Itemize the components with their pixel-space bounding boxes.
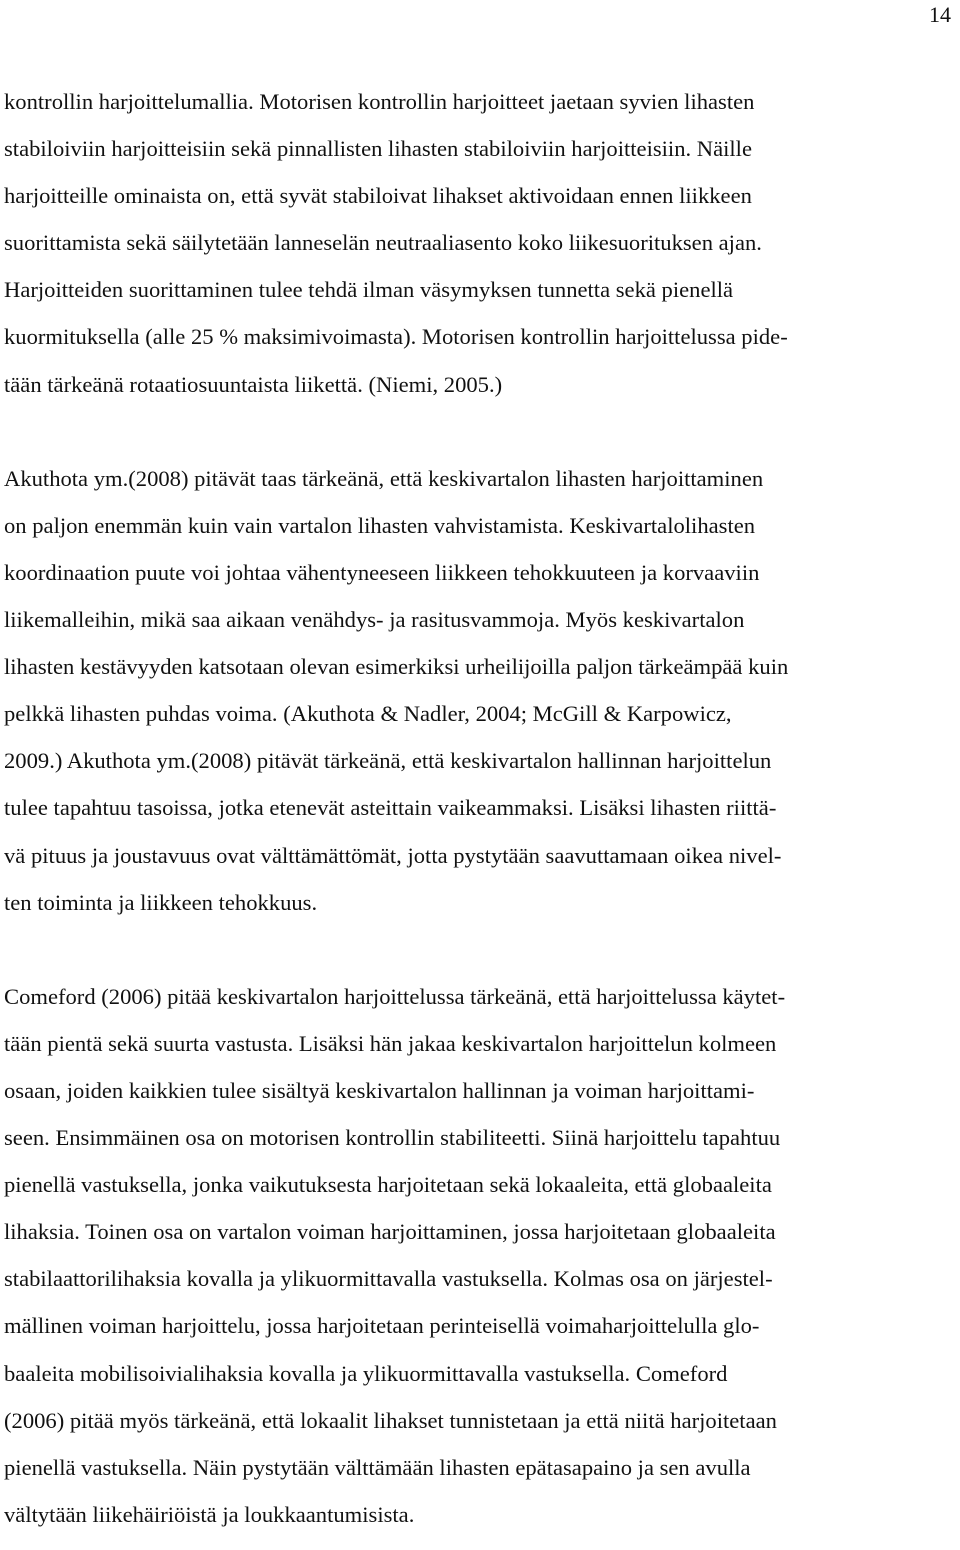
text-line: 2009.) Akuthota ym.(2008) pitävät tärkeänä, että keskivartalon hallinnan harjoittelun <box>4 748 772 774</box>
paragraph-spacer <box>4 926 950 973</box>
text-line: lihaksia. Toinen osa on vartalon voiman harjoittaminen, jossa harjoitetaan globaaleita <box>4 1219 776 1245</box>
text-line: kontrollin harjoittelumallia. Motorisen kontrollin harjoitteet jaetaan syvien lihasten <box>4 89 755 114</box>
text-line: stabiloiviin harjoitteisiin sekä pinnallisten lihasten stabiloiviin harjoitteisiin. Näille <box>4 136 752 162</box>
text-line: on paljon enemmän kuin vain vartalon lihasten vahvistamista. Keskivartalolihasten <box>4 512 756 538</box>
text-line: tään pientä sekä suurta vastusta. Lisäksi hän jakaa keskivartalon harjoittelun kolmeen <box>4 1030 777 1056</box>
text-line: Harjoitteiden suorittaminen tulee tehdä ilman väsymyksen tunnetta sekä pienellä <box>4 277 734 303</box>
text-line: ten toiminta ja liikkeen tehokkuus. <box>4 889 318 915</box>
page-number: 14 <box>929 2 951 27</box>
page-body <box>4 78 950 1538</box>
text-line: kuormituksella (alle 25 % maksimivoimasta). Motorisen kontrollin harjoittelussa pide- <box>4 324 788 350</box>
paragraph <box>4 78 950 408</box>
text-line: vältytään liikehäiriöistä ja loukkaantumisista. <box>4 1501 415 1527</box>
text-line: tään tärkeänä rotaatiosuuntaista liikettä. (Niemi, 2005.) <box>4 371 503 397</box>
text-line: liikemalleihin, mikä saa aikaan venähdys- ja rasitusvammoja. Myös keskivartalon <box>4 607 745 633</box>
text-line: pelkkä lihasten puhdas voima. (Akuthota & Nadler, 2004; McGill & Karpowicz, <box>4 701 732 727</box>
text-line: osaan, joiden kaikkien tulee sisältyä keskivartalon hallinnan ja voiman harjoittami- <box>4 1077 755 1103</box>
text-line: pienellä vastuksella. Näin pystytään välttämään lihasten epätasapaino ja sen avulla <box>4 1454 751 1480</box>
paragraph-spacer <box>4 408 950 455</box>
text-line: seen. Ensimmäinen osa on motorisen kontrollin stabiliteetti. Siinä harjoittelu tapahtuu <box>4 1125 781 1151</box>
text-line: Comeford (2006) pitää keskivartalon harjoittelussa tärkeänä, että harjoittelussa käytet- <box>4 983 786 1009</box>
text-line: koordinaation puute voi johtaa vähentyneeseen liikkeen tehokkuuteen ja korvaaviin <box>4 559 760 585</box>
text-line: harjoitteille ominaista on, että syvät stabiloivat lihakset aktivoidaan ennen liikkeen <box>4 183 752 209</box>
text-line: (2006) pitää myös tärkeänä, että lokaalit lihakset tunnistetaan ja että niitä harjoitetaan <box>4 1407 777 1433</box>
text-line: tulee tapahtuu tasoissa, jotka etenevät asteittain vaikeammaksi. Lisäksi lihasten riittä- <box>4 795 777 821</box>
text-line: baaleita mobilisoivialihaksia kovalla ja ylikuormittavalla vastuksella. Comeford <box>4 1360 728 1386</box>
text-line: suorittamista sekä säilytetään lanneselän neutraaliasento koko liikesuorituksen ajan. <box>4 230 762 256</box>
text-line: lihasten kestävyyden katsotaan olevan esimerkiksi urheilijoilla paljon tärkeämpää kuin <box>4 654 789 680</box>
text-line: mällinen voiman harjoittelu, jossa harjoitetaan perinteisellä voimaharjoittelulla glo- <box>4 1313 760 1339</box>
text-line: pienellä vastuksella, jonka vaikutuksesta harjoitetaan sekä lokaaleita, että globaaleita <box>4 1172 772 1198</box>
text-line: Akuthota ym.(2008) pitävät taas tärkeänä, että keskivartalon lihasten harjoittaminen <box>4 465 764 491</box>
text-line: stabilaattorilihaksia kovalla ja ylikuormittavalla vastuksella. Kolmas osa on järjestel- <box>4 1266 773 1292</box>
paragraph <box>4 455 950 926</box>
text-line: vä pituus ja joustavuus ovat välttämättömät, jotta pystytään saavuttamaan oikea nivel- <box>4 842 782 868</box>
paragraph <box>4 973 950 1538</box>
